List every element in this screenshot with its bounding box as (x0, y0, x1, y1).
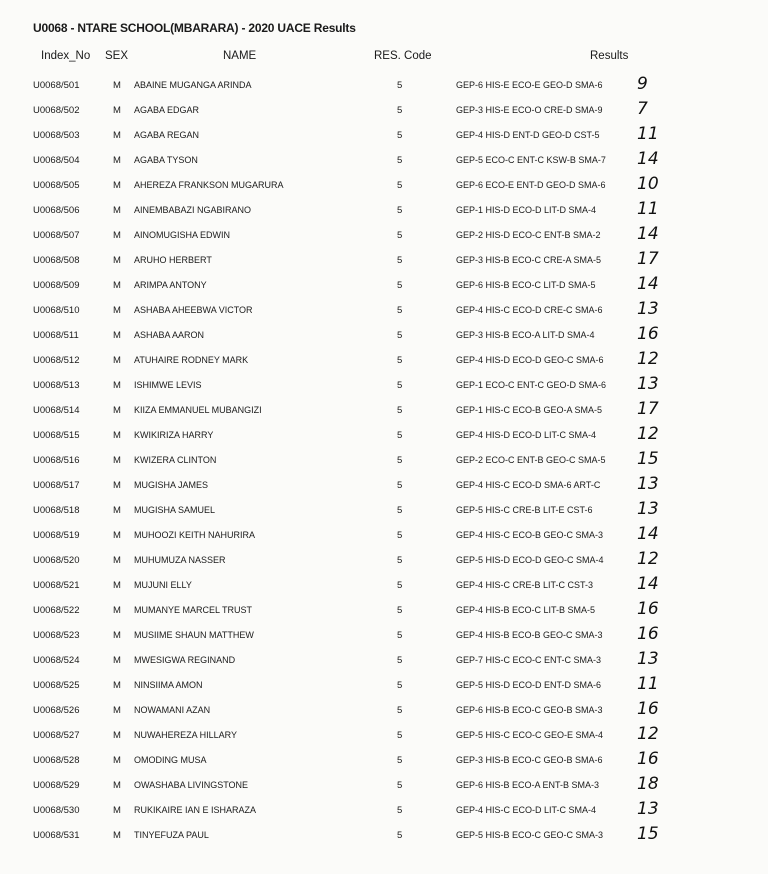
handwritten-score: 17 (637, 249, 659, 269)
name-cell: AINEMBABAZI NGABIRANO (134, 205, 252, 215)
results-cell: GEP-4 HIS-C CRE-B LIT-C CST-3 (456, 580, 594, 590)
results-cell: GEP-3 HIS-E ECO-O CRE-D SMA-9 (456, 105, 603, 115)
results-cell: GEP-4 HIS-C ECO-D CRE-C SMA-6 (456, 305, 603, 315)
table-row (0, 425, 768, 450)
name-cell: AGABA EDGAR (134, 105, 200, 115)
table-row (0, 575, 768, 600)
sex-cell: M (113, 255, 121, 266)
table-row (0, 325, 768, 350)
index-cell: U0068/501 (33, 80, 80, 91)
results-cell: GEP-4 HIS-B ECO-C LIT-B SMA-5 (456, 605, 596, 615)
results-cell: GEP-6 HIS-B ECO-A ENT-B SMA-3 (456, 780, 600, 790)
results-cell: GEP-5 ECO-C ENT-C KSW-B SMA-7 (456, 155, 606, 165)
sex-cell: M (113, 130, 121, 141)
sex-cell: M (113, 330, 121, 341)
sex-cell: M (113, 530, 121, 541)
res-code-cell: 5 (397, 305, 403, 316)
results-table (0, 75, 768, 850)
res-code-cell: 5 (397, 530, 403, 541)
results-cell: GEP-4 HIS-D ECO-D LIT-C SMA-4 (456, 430, 597, 440)
page-title: U0068 - NTARE SCHOOL(MBARARA) - 2020 UACE Results (33, 21, 356, 35)
name-cell: NOWAMANI AZAN (134, 705, 211, 715)
index-cell: U0068/505 (33, 180, 80, 191)
results-cell: GEP-5 HIS-C CRE-B LIT-E CST-6 (456, 505, 593, 515)
res-code-cell: 5 (397, 255, 403, 266)
index-cell: U0068/523 (33, 630, 80, 641)
res-code-cell: 5 (397, 280, 403, 291)
sex-cell: M (113, 305, 121, 316)
name-cell: MUSIIME SHAUN MATTHEW (134, 630, 254, 640)
handwritten-score: 16 (637, 324, 659, 344)
results-cell: GEP-5 HIS-B ECO-C GEO-C SMA-3 (456, 830, 604, 840)
res-code-cell: 5 (397, 455, 403, 466)
table-row (0, 175, 768, 200)
table-row (0, 600, 768, 625)
index-cell: U0068/529 (33, 780, 80, 791)
results-cell: GEP-2 HIS-D ECO-C ENT-B SMA-2 (456, 230, 601, 240)
handwritten-score: 18 (637, 774, 659, 794)
index-cell: U0068/527 (33, 730, 80, 741)
res-code-cell: 5 (397, 755, 403, 766)
handwritten-score: 12 (637, 724, 659, 744)
name-cell: MUMANYE MARCEL TRUST (134, 605, 253, 615)
results-cell: GEP-3 HIS-B ECO-A LIT-D SMA-4 (456, 330, 595, 340)
name-cell: KWIKIRIZA HARRY (134, 430, 214, 440)
index-cell: U0068/512 (33, 355, 80, 366)
table-row (0, 100, 768, 125)
name-cell: ISHIMWE LEVIS (134, 380, 202, 390)
table-row (0, 400, 768, 425)
results-cell: GEP-4 HIS-D ENT-D GEO-D CST-5 (456, 130, 600, 140)
results-cell: GEP-3 HIS-B ECO-C CRE-A SMA-5 (456, 255, 602, 265)
handwritten-score: 13 (637, 799, 659, 819)
handwritten-score: 16 (637, 599, 659, 619)
index-cell: U0068/519 (33, 530, 80, 541)
handwritten-score: 10 (637, 174, 659, 194)
index-cell: U0068/522 (33, 605, 80, 616)
sex-cell: M (113, 180, 121, 191)
index-cell: U0068/513 (33, 380, 80, 391)
table-row (0, 250, 768, 275)
handwritten-score: 13 (637, 499, 659, 519)
index-cell: U0068/507 (33, 230, 80, 241)
handwritten-score: 16 (637, 749, 659, 769)
res-code-cell: 5 (397, 205, 403, 216)
sex-cell: M (113, 555, 121, 566)
sex-cell: M (113, 655, 121, 666)
sex-cell: M (113, 230, 121, 241)
name-cell: AGABA TYSON (134, 155, 198, 165)
index-cell: U0068/520 (33, 555, 80, 566)
results-cell: GEP-4 HIS-C ECO-D LIT-C SMA-4 (456, 805, 597, 815)
res-code-cell: 5 (397, 580, 403, 591)
res-code-cell: 5 (397, 555, 403, 566)
handwritten-score: 14 (637, 149, 659, 169)
handwritten-score: 14 (637, 574, 659, 594)
sex-cell: M (113, 430, 121, 441)
res-code-cell: 5 (397, 505, 403, 516)
results-cell: GEP-3 HIS-B ECO-C GEO-B SMA-6 (456, 755, 603, 765)
res-code-cell: 5 (397, 730, 403, 741)
name-cell: ASHABA AARON (134, 330, 205, 340)
index-cell: U0068/509 (33, 280, 80, 291)
sex-cell: M (113, 780, 121, 791)
res-code-cell: 5 (397, 80, 403, 91)
index-cell: U0068/521 (33, 580, 80, 591)
res-code-cell: 5 (397, 130, 403, 141)
res-code-cell: 5 (397, 480, 403, 491)
index-cell: U0068/528 (33, 755, 80, 766)
handwritten-score: 12 (637, 349, 659, 369)
res-code-cell: 5 (397, 630, 403, 641)
header-name: NAME (223, 50, 257, 62)
table-row (0, 725, 768, 750)
sex-cell: M (113, 705, 121, 716)
name-cell: ARIMPA ANTONY (134, 280, 207, 290)
name-cell: KIIZA EMMANUEL MUBANGIZI (134, 405, 262, 415)
index-cell: U0068/503 (33, 130, 80, 141)
name-cell: MUGISHA JAMES (134, 480, 209, 490)
name-cell: RUKIKAIRE IAN E ISHARAZA (134, 805, 257, 815)
res-code-cell: 5 (397, 705, 403, 716)
results-cell: GEP-7 HIS-C ECO-C ENT-C SMA-3 (456, 655, 602, 665)
sex-cell: M (113, 580, 121, 591)
sex-cell: M (113, 380, 121, 391)
index-cell: U0068/526 (33, 705, 80, 716)
header-results: Results (590, 50, 629, 62)
sex-cell: M (113, 755, 121, 766)
results-cell: GEP-4 HIS-C ECO-B GEO-C SMA-3 (456, 530, 604, 540)
index-cell: U0068/511 (33, 330, 79, 341)
sex-cell: M (113, 680, 121, 691)
sex-cell: M (113, 280, 121, 291)
results-cell: GEP-2 ECO-C ENT-B GEO-C SMA-5 (456, 455, 606, 465)
results-cell: GEP-1 HIS-D ECO-D LIT-D SMA-4 (456, 205, 597, 215)
table-row (0, 525, 768, 550)
name-cell: AGABA REGAN (134, 130, 200, 140)
handwritten-score: 14 (637, 274, 659, 294)
name-cell: OMODING MUSA (134, 755, 207, 765)
res-code-cell: 5 (397, 430, 403, 441)
handwritten-score: 16 (637, 624, 659, 644)
results-cell: GEP-6 HIS-B ECO-C GEO-B SMA-3 (456, 705, 603, 715)
handwritten-score: 7 (637, 99, 648, 119)
table-row (0, 75, 768, 100)
name-cell: ARUHO HERBERT (134, 255, 212, 265)
index-cell: U0068/514 (33, 405, 80, 416)
index-cell: U0068/524 (33, 655, 80, 666)
res-code-cell: 5 (397, 355, 403, 366)
results-cell: GEP-5 HIS-D ECO-D ENT-D SMA-6 (456, 680, 602, 690)
name-cell: MUHOOZI KEITH NAHURIRA (134, 530, 256, 540)
res-code-cell: 5 (397, 380, 403, 391)
results-cell: GEP-6 ECO-E ENT-D GEO-D SMA-6 (456, 180, 606, 190)
index-cell: U0068/516 (33, 455, 80, 466)
sex-cell: M (113, 205, 121, 216)
index-cell: U0068/504 (33, 155, 80, 166)
results-cell: GEP-1 ECO-C ENT-C GEO-D SMA-6 (456, 380, 607, 390)
sex-cell: M (113, 80, 121, 91)
handwritten-score: 14 (637, 524, 659, 544)
index-cell: U0068/510 (33, 305, 80, 316)
handwritten-score: 15 (637, 824, 659, 844)
table-row (0, 450, 768, 475)
sex-cell: M (113, 505, 121, 516)
table-row (0, 375, 768, 400)
res-code-cell: 5 (397, 805, 403, 816)
name-cell: MUJUNI ELLY (134, 580, 192, 590)
handwritten-score: 15 (637, 449, 659, 469)
handwritten-score: 17 (637, 399, 659, 419)
index-cell: U0068/517 (33, 480, 80, 491)
handwritten-score: 16 (637, 699, 659, 719)
index-cell: U0068/531 (33, 830, 80, 841)
sex-cell: M (113, 630, 121, 641)
results-cell: GEP-6 HIS-E ECO-E GEO-D SMA-6 (456, 80, 603, 90)
handwritten-score: 11 (637, 124, 659, 144)
table-row (0, 675, 768, 700)
header-index: Index_No (41, 50, 91, 62)
name-cell: NUWAHEREZA HILLARY (134, 730, 238, 740)
sex-cell: M (113, 805, 121, 816)
sex-cell: M (113, 480, 121, 491)
table-row (0, 650, 768, 675)
table-row (0, 225, 768, 250)
results-cell: GEP-5 HIS-D ECO-D GEO-C SMA-4 (456, 555, 604, 565)
res-code-cell: 5 (397, 180, 403, 191)
table-row (0, 800, 768, 825)
index-cell: U0068/506 (33, 205, 80, 216)
res-code-cell: 5 (397, 230, 403, 241)
handwritten-score: 13 (637, 374, 659, 394)
table-row (0, 550, 768, 575)
table-row (0, 825, 768, 850)
table-row (0, 300, 768, 325)
sex-cell: M (113, 105, 121, 116)
res-code-cell: 5 (397, 605, 403, 616)
name-cell: MUGISHA SAMUEL (134, 505, 216, 515)
results-cell: GEP-1 HIS-C ECO-B GEO-A SMA-5 (456, 405, 603, 415)
name-cell: MUHUMUZA NASSER (134, 555, 226, 565)
res-code-cell: 5 (397, 780, 403, 791)
res-code-cell: 5 (397, 155, 403, 166)
name-cell: NINSIIMA AMON (134, 680, 203, 690)
header-sex: SEX (105, 50, 129, 62)
res-code-cell: 5 (397, 830, 403, 841)
name-cell: AINOMUGISHA EDWIN (134, 230, 231, 240)
index-cell: U0068/508 (33, 255, 80, 266)
name-cell: MWESIGWA REGINAND (134, 655, 236, 665)
results-cell: GEP-4 HIS-C ECO-D SMA-6 ART-C (456, 480, 601, 490)
results-cell: GEP-6 HIS-B ECO-C LIT-D SMA-5 (456, 280, 596, 290)
name-cell: KWIZERA CLINTON (134, 455, 217, 465)
results-cell: GEP-4 HIS-D ECO-D GEO-C SMA-6 (456, 355, 604, 365)
sex-cell: M (113, 405, 121, 416)
handwritten-score: 11 (637, 674, 659, 694)
header-res-code: RES. Code (374, 50, 432, 62)
index-cell: U0068/518 (33, 505, 80, 516)
handwritten-score: 13 (637, 474, 659, 494)
handwritten-score: 13 (637, 649, 659, 669)
index-cell: U0068/502 (33, 105, 80, 116)
handwritten-score: 9 (637, 74, 648, 94)
table-row (0, 275, 768, 300)
handwritten-score: 12 (637, 549, 659, 569)
table-row (0, 775, 768, 800)
name-cell: TINYEFUZA PAUL (134, 830, 209, 840)
handwritten-score: 12 (637, 424, 659, 444)
table-row (0, 475, 768, 500)
name-cell: ABAINE MUGANGA ARINDA (134, 80, 252, 90)
res-code-cell: 5 (397, 680, 403, 691)
sex-cell: M (113, 730, 121, 741)
handwritten-score: 14 (637, 224, 659, 244)
table-row (0, 700, 768, 725)
index-cell: U0068/515 (33, 430, 80, 441)
sex-cell: M (113, 455, 121, 466)
index-cell: U0068/530 (33, 805, 80, 816)
table-row (0, 150, 768, 175)
sex-cell: M (113, 155, 121, 166)
table-row (0, 200, 768, 225)
sex-cell: M (113, 355, 121, 366)
results-cell: GEP-4 HIS-B ECO-B GEO-C SMA-3 (456, 630, 603, 640)
handwritten-score: 11 (637, 199, 659, 219)
table-row (0, 500, 768, 525)
res-code-cell: 5 (397, 105, 403, 116)
table-row (0, 350, 768, 375)
name-cell: ATUHAIRE RODNEY MARK (134, 355, 249, 365)
table-row (0, 625, 768, 650)
res-code-cell: 5 (397, 405, 403, 416)
name-cell: AHEREZA FRANKSON MUGARURA (134, 180, 284, 190)
table-row (0, 750, 768, 775)
results-cell: GEP-5 HIS-C ECO-C GEO-E SMA-4 (456, 730, 604, 740)
sex-cell: M (113, 830, 121, 841)
handwritten-score: 13 (637, 299, 659, 319)
index-cell: U0068/525 (33, 680, 80, 691)
name-cell: OWASHABA LIVINGSTONE (134, 780, 249, 790)
res-code-cell: 5 (397, 330, 403, 341)
name-cell: ASHABA AHEEBWA VICTOR (134, 305, 253, 315)
sex-cell: M (113, 605, 121, 616)
table-row (0, 125, 768, 150)
res-code-cell: 5 (397, 655, 403, 666)
